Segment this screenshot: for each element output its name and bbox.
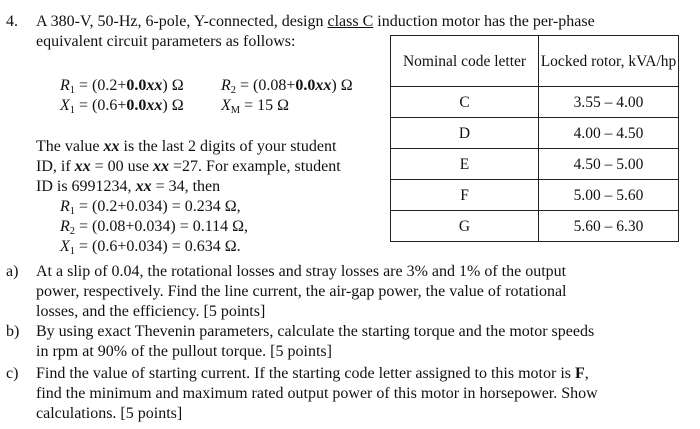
text: = (0.2+0.034) = 0.234 Ω, [75, 198, 241, 215]
xx-var: xx [146, 77, 163, 94]
part-line: power, respectively. Find the line current, the air-gap power, the value of rotational [36, 283, 567, 300]
bold-text: 0.0 [126, 97, 147, 114]
code-letter-cell: E [391, 149, 539, 180]
code-letter-cell: G [391, 211, 539, 242]
part-c-label: c) [6, 365, 19, 382]
problem-number: 4. [6, 13, 18, 30]
kva-range-cell: 4.00 – 4.50 [539, 118, 679, 149]
kva-range-cell: 4.50 – 5.00 [539, 149, 679, 180]
note-line-2 [36, 157, 341, 177]
code-letter-f: F [574, 365, 585, 382]
kva-range-cell: 3.55 – 4.00 [539, 87, 679, 118]
part-a-text [36, 262, 646, 322]
symbol: R [60, 218, 70, 235]
code-letter-cell: F [391, 180, 539, 211]
part-line: in rpm at 90% of the pullout torque. [5 points] [36, 343, 332, 360]
subscript: 2 [69, 226, 76, 237]
text: ) Ω [331, 77, 353, 94]
subscript: 1 [69, 85, 76, 96]
symbol: X [60, 238, 70, 255]
part-line: By using exact Thevenin parameters, calculate the starting torque and the motor speeds [36, 323, 595, 340]
xx-var: xx [315, 77, 332, 94]
xx-var: xx [146, 97, 163, 114]
kva-range-cell: 5.60 – 6.30 [539, 211, 679, 242]
part-b-label: b) [6, 323, 20, 340]
symbol: R [60, 77, 70, 94]
code-letter-cell: D [391, 118, 539, 149]
table-row [391, 118, 679, 149]
table-row [391, 87, 679, 118]
symbol: X [221, 97, 231, 114]
subscript: 1 [69, 206, 76, 217]
note-line-1 [36, 137, 336, 157]
table-row [391, 180, 679, 211]
text: = (0.08+ [236, 77, 296, 94]
text: Find the value of starting current. If the starting code letter assigned to this motor is [36, 365, 575, 382]
part-b-text [36, 322, 646, 362]
part-line: At a slip of 0.04, the rotational losses and stray losses are 3% and 1% of the output [36, 263, 567, 280]
part-c-text [36, 364, 646, 424]
param-xm [221, 96, 289, 121]
part-line: calculations. [5 points] [36, 405, 183, 422]
table-row [391, 149, 679, 180]
statement-text: induction motor has the per-phase [373, 13, 595, 30]
symbol: R [60, 198, 70, 215]
text: ) Ω [162, 77, 184, 94]
xx-var: xx [153, 158, 170, 175]
xx-var: xx [135, 178, 152, 195]
table-row [391, 211, 679, 242]
table-header-row [391, 36, 679, 87]
code-letter-table [390, 35, 679, 242]
bold-text: 0.0 [126, 77, 147, 94]
text: = 34, then [151, 178, 221, 195]
param-x1 [60, 96, 184, 121]
header-locked-rotor: Locked rotor, kVA/hp [539, 36, 679, 87]
subscript: 1 [69, 105, 76, 116]
text: = 00 use [90, 158, 154, 175]
subscript: 2 [230, 85, 237, 96]
text: = 15 Ω [240, 97, 290, 114]
text: = (0.2+ [75, 77, 127, 94]
part-line [36, 364, 646, 384]
text: ) Ω [162, 97, 184, 114]
subscript: 1 [69, 246, 76, 257]
example-x1 [60, 237, 241, 262]
part-line: find the minimum and maximum rated output power of this motor in horsepower. Show [36, 385, 598, 402]
text: = (0.6+ [75, 97, 127, 114]
problem-statement-line-2: equivalent circuit parameters as follows: [36, 33, 296, 50]
code-letter-cell: C [391, 87, 539, 118]
symbol: R [221, 77, 231, 94]
xx-var: xx [103, 138, 120, 155]
text: ID, if [36, 158, 75, 175]
symbol: X [60, 97, 70, 114]
kva-range-cell: 5.00 – 5.60 [539, 180, 679, 211]
text: = (0.08+0.034) = 0.114 Ω, [75, 218, 249, 235]
text: is the last 2 digits of your student [119, 138, 337, 155]
subscript: M [230, 105, 241, 116]
text: The value [36, 138, 104, 155]
problem-statement-line-1 [36, 12, 595, 32]
text: = (0.6+0.034) = 0.634 Ω. [75, 238, 241, 255]
text: =27. For example, student [169, 158, 341, 175]
design-class: class C [327, 13, 374, 30]
text: , [584, 365, 589, 382]
statement-text: A 380-V, 50-Hz, 6-pole, Y-connected, design [36, 13, 328, 30]
note-line-3 [36, 177, 220, 197]
xx-var: xx [74, 158, 91, 175]
part-a-label: a) [6, 263, 19, 280]
text: ID is 6991234, [36, 178, 136, 195]
bold-text: 0.0 [295, 77, 316, 94]
part-line: losses, and the efficiency. [5 points] [36, 303, 266, 320]
header-nominal-code-letter: Nominal code letter [391, 36, 539, 87]
